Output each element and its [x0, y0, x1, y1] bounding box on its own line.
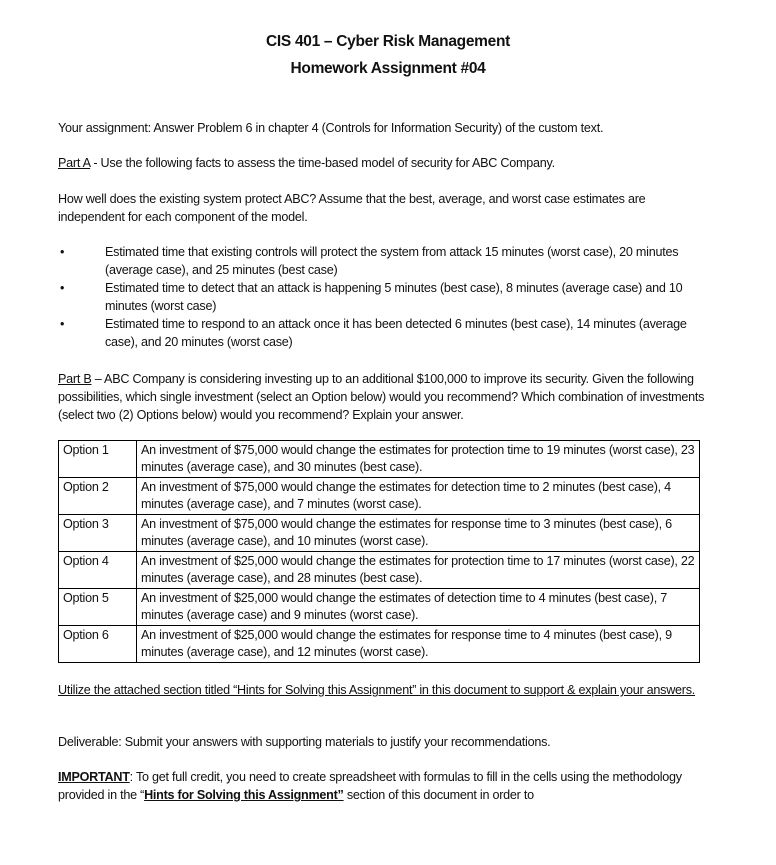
intro-paragraph: Your assignment: Answer Problem 6 in chapter 4 (Controls for Information Security) of the custom text. — [58, 121, 604, 135]
option-label: Option 2 — [59, 478, 137, 515]
option-text: An investment of $75,000 would change the estimates for detection time to 2 minutes (best case), 4 minutes (average case), and 7 minutes (worst case). — [137, 478, 700, 515]
part-a-label: Part A — [58, 156, 91, 170]
utilize-paragraph: Utilize the attached section titled “Hints for Solving this Assignment” in this document to support & explain your answers. — [58, 683, 696, 697]
important-paragraph: IMPORTANT: To get full credit, you need to create spreadsheet with formulas to fill in the cells using the methodology provided in the “Hints for Solving this Assignment” section of this document in order to — [58, 770, 682, 802]
option-label: Option 6 — [59, 626, 137, 663]
bullet-item: • Estimated time that existing controls will protect the system from attack 15 minutes (worst case), 20 minutes (average case), and 25 minutes (best case) — [60, 245, 679, 277]
table-row — [59, 515, 700, 552]
question-paragraph: How well does the existing system protect ABC? Assume that the best, average, and worst case estimates are independent for each component of the model. — [58, 192, 646, 224]
hints-link: Hints for Solving this Assignment” — [144, 788, 344, 802]
bullet-item: • Estimated time to respond to an attack once it has been detected 6 minutes (best case), 14 minutes (average case), and 20 minutes (worst case) — [60, 317, 687, 349]
option-label: Option 4 — [59, 552, 137, 589]
part-a-text: - Use the following facts to assess the time-based model of security for ABC Company. — [90, 156, 555, 170]
bullet-icon: • — [60, 317, 65, 331]
option-label: Option 5 — [59, 589, 137, 626]
table-row — [59, 589, 700, 626]
table-row — [59, 552, 700, 589]
document-subtitle: Homework Assignment #04 — [290, 60, 486, 77]
option-text: An investment of $75,000 would change the estimates for protection time to 19 minutes (worst case), 23 minutes (average case), and 30 minutes (best case). — [137, 441, 700, 478]
important-label: IMPORTANT — [58, 770, 130, 784]
option-text: An investment of $75,000 would change the estimates for response time to 3 minutes (best case), 6 minutes (average case), and 10 minutes (worst case). — [137, 515, 700, 552]
option-text: An investment of $25,000 would change the estimates for protection time to 17 minutes (worst case), 22 minutes (average case), and 28 minutes (best case). — [137, 552, 700, 589]
part-b-text: – ABC Company is considering investing up to an additional $100,000 to improve its security. Given the following possibilities, which single investment (select an Option below) would you recommend? Which combination of investments (select two (2) Options below) would you recommend? Explain your answer. — [58, 372, 705, 422]
table-row — [59, 626, 700, 663]
bullet-icon: • — [60, 281, 65, 295]
option-label: Option 1 — [59, 441, 137, 478]
document-title: CIS 401 – Cyber Risk Management — [266, 33, 510, 50]
option-text: An investment of $25,000 would change the estimates of detection time to 4 minutes (best case), 7 minutes (average case) and 9 minutes (worst case). — [137, 589, 700, 626]
part-b-label: Part B — [58, 372, 92, 386]
bullet-icon: • — [60, 245, 65, 259]
bullet-item: • Estimated time to detect that an attack is happening 5 minutes (best case), 8 minutes (average case) and 10 minutes (worst case) — [60, 281, 683, 313]
table-row — [59, 441, 700, 478]
deliverable-paragraph: Deliverable: Submit your answers with supporting materials to justify your recommendations. — [58, 735, 551, 749]
option-text: An investment of $25,000 would change the estimates for response time to 4 minutes (best case), 9 minutes (average case), and 12 minutes (worst case). — [137, 626, 700, 663]
part-b-paragraph — [58, 370, 708, 424]
part-a-paragraph — [58, 154, 708, 172]
options-table — [58, 440, 700, 663]
option-label: Option 3 — [59, 515, 137, 552]
table-row — [59, 478, 700, 515]
